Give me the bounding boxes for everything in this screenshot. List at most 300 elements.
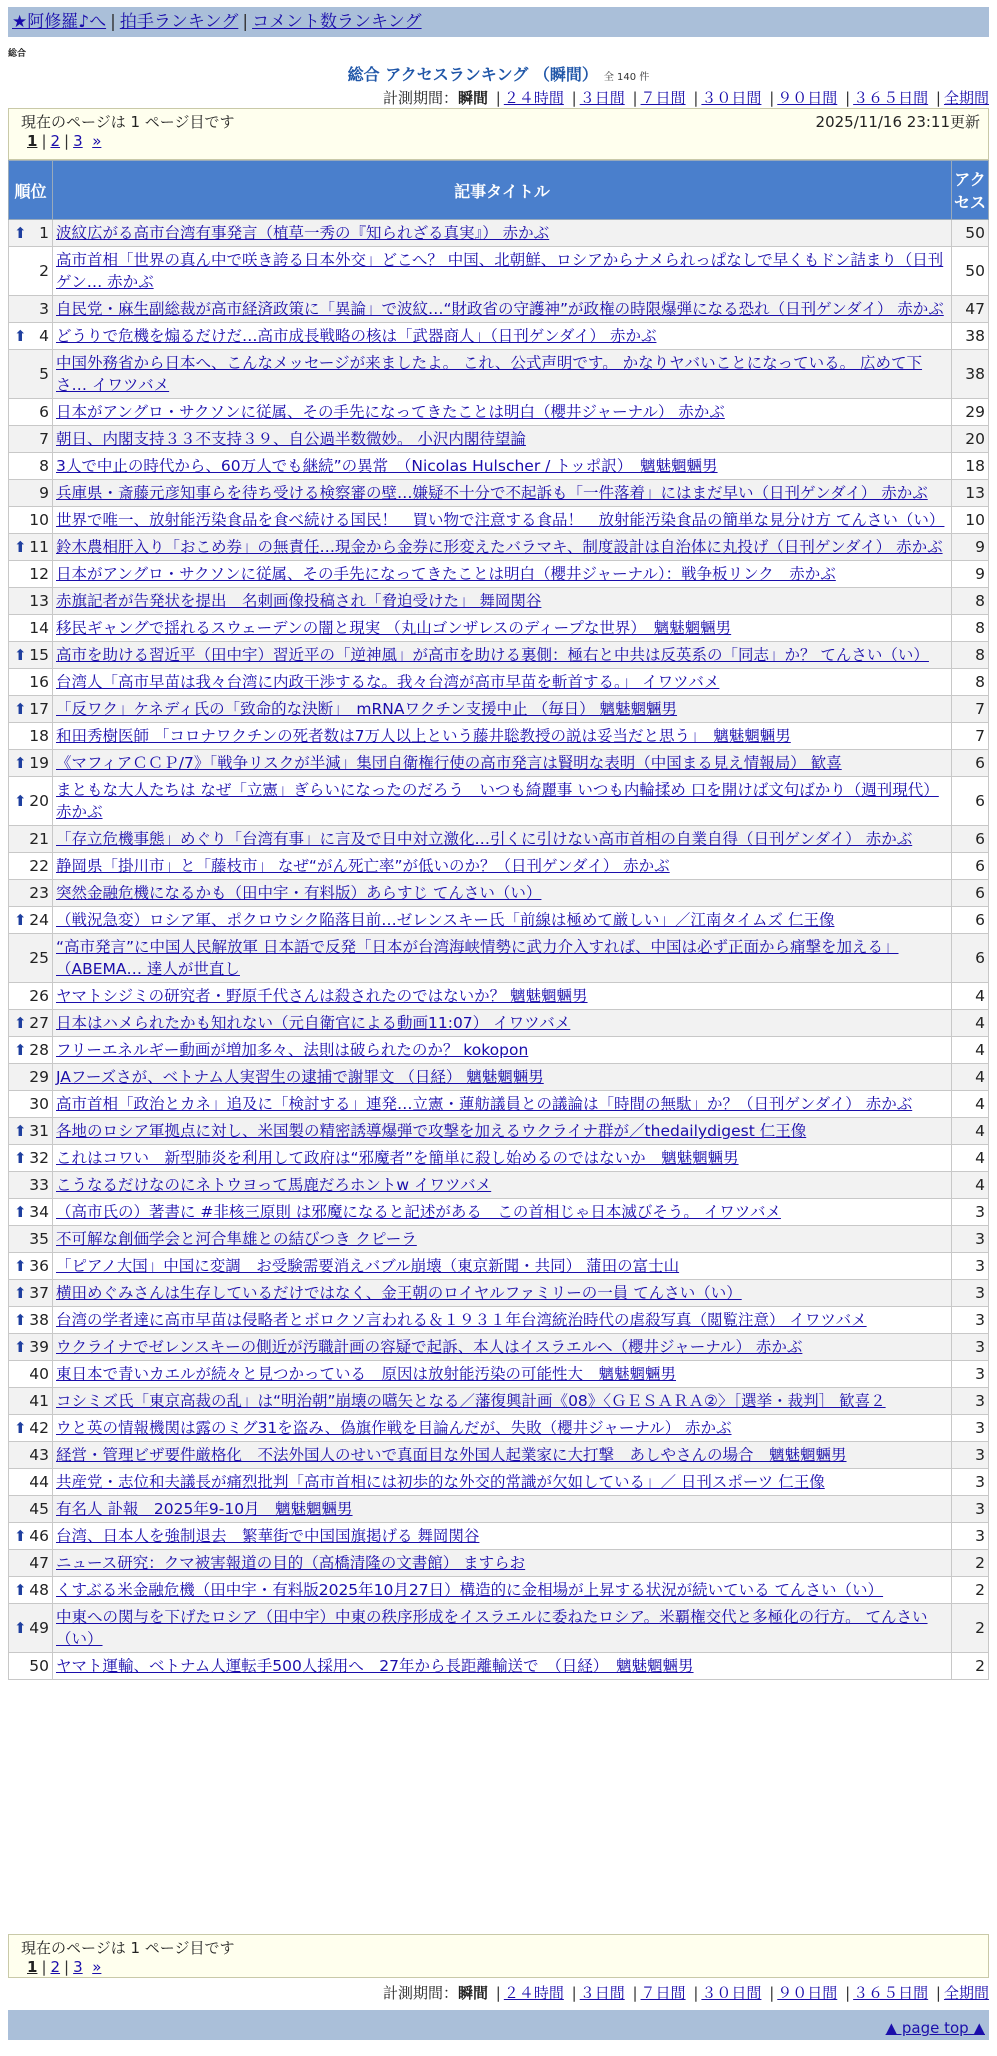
rank-cell: [9, 1253, 53, 1280]
period-selector-top: [383, 87, 989, 108]
access-count: 3: [952, 1523, 989, 1550]
rank-cell: [9, 750, 53, 777]
access-count: 6: [952, 934, 989, 983]
rank-cell: [9, 1145, 53, 1172]
access-count: 4: [952, 1064, 989, 1091]
rank-up-arrow-icon: ⬆: [14, 327, 27, 345]
rank-cell: [9, 615, 53, 642]
rank-cell: [9, 220, 53, 247]
table-row: [9, 907, 989, 934]
page-info-box-bottom: [8, 1934, 989, 1978]
access-count: 3: [952, 1280, 989, 1307]
rank-cell: [9, 1361, 53, 1388]
rank-cell: [9, 1604, 53, 1653]
period-current: 瞬間: [457, 1984, 488, 2002]
title-cell: [53, 426, 952, 453]
period-separator: |: [495, 89, 501, 107]
article-link[interactable]: 和田秀樹医師 「コロナワクチンの死者数は7万人以上という藤井聡教授の説は妥当だと思う」 魑魅魍魎男: [56, 727, 791, 745]
article-link[interactable]: 高市を助ける習近平（田中宇）習近平の「逆神風」が高市を助ける裏側：極右と中共は反英系の「同志」か？ てんさい（い）: [56, 646, 929, 664]
article-link[interactable]: （高市氏の）著書に #非核三原則 は邪魔になると記述がある この首相じゃ日本滅びそう。 イワツバメ: [56, 1203, 781, 1221]
article-link[interactable]: ヤマトシジミの研究者・野原千代さんは殺されたのではないか？ 魑魅魍魎男: [56, 987, 588, 1005]
table-row: [9, 534, 989, 561]
article-link[interactable]: 突然金融危機になるかも（田中宇・有料版）あらすじ てんさい（い）: [56, 884, 542, 902]
access-count: 6: [952, 750, 989, 777]
title-cell: [53, 1280, 952, 1307]
rank-cell: [9, 426, 53, 453]
article-link[interactable]: 台湾人「高市早苗は我々台湾に内政干渉するな。我々台湾が高市早苗を斬首する。」 イワツバメ: [56, 673, 720, 691]
table-row: [9, 1604, 989, 1653]
period-separator: |: [571, 1984, 577, 2002]
article-link[interactable]: 横田めぐみさんは生存しているだけではなく、金王朝のロイヤルファミリーの一員 てんさい（い）: [56, 1284, 742, 1302]
rank-up-arrow-icon: ⬆: [14, 1041, 27, 1059]
title-cell: [53, 669, 952, 696]
access-count: 4: [952, 1145, 989, 1172]
period-link-all[interactable]: 全期間: [943, 1984, 989, 2002]
category-label: 総合: [8, 49, 27, 59]
rank-number: 3: [39, 300, 49, 318]
article-link[interactable]: 鈴木農相肝入り「おこめ券」の無責任…現金から金券に形変えたバラマキ、制度設計は自治体に丸投げ（日刊ゲンダイ） 赤かぶ: [56, 538, 943, 556]
pager-top: [21, 132, 976, 150]
article-link[interactable]: 赤旗記者が告発状を提出 名刺画像投稿され「脅迫受けた」 舞岡関谷: [56, 592, 542, 610]
access-count: 47: [952, 296, 989, 323]
article-link[interactable]: 経営・管理ビザ要件厳格化 不法外国人のせいで真面目な外国人起業家に大打撃 あしやさんの場合 魑魅魍魎男: [56, 1446, 847, 1464]
access-count: 8: [952, 588, 989, 615]
article-link[interactable]: 自民党・麻生副総裁が高市経済政策に「異論」で波紋…“財政省の守護神”が政権の時限爆弾になる恐れ（日刊ゲンダイ） 赤かぶ: [56, 300, 944, 318]
rank-cell: [9, 826, 53, 853]
title-cell: [53, 323, 952, 350]
title-cell: [53, 480, 952, 507]
rank-number: 42: [29, 1419, 49, 1437]
table-row: [9, 1334, 989, 1361]
article-link[interactable]: 3人で中止の時代から、60万人でも継続”の異常 （Nicolas Hulscher / トッポ訳） 魑魅魍魎男: [56, 457, 718, 475]
period-separator: |: [632, 1984, 638, 2002]
nav-separator: |: [110, 12, 116, 32]
article-link[interactable]: 中東への関与を下げたロシア（田中宇）中東の秩序形成をイスラエルに委ねたロシア。米覇権交代と多極化の行方。 てんさい（い）: [56, 1608, 928, 1648]
rank-cell: [9, 1469, 53, 1496]
rank-up-arrow-icon: ⬆: [14, 911, 27, 929]
access-count: 38: [952, 323, 989, 350]
article-link[interactable]: 世界で唯一、放射能汚染食品を食べ続ける国民！ 買い物で注意する食品！ 放射能汚染食品の簡単な見分け方 てんさい（い）: [56, 511, 945, 529]
rank-cell: [9, 1388, 53, 1415]
article-link[interactable]: まともな大人たちは なぜ「立憲」ぎらいになったのだろう いつも綺麗事 いつも内輪揉め 口を開けば文句ばかり（週刊現代） 赤かぶ: [56, 781, 939, 821]
title-cell: [53, 907, 952, 934]
table-row: [9, 1037, 989, 1064]
table-row: [9, 1118, 989, 1145]
title-cell: [53, 1037, 952, 1064]
article-link[interactable]: JAフーズさが、ベトナム人実習生の逮捕で謝罪文 （日経） 魑魅魍魎男: [56, 1068, 544, 1086]
article-link[interactable]: 有名人 訃報 2025年9-10月 魑魅魍魎男: [56, 1500, 353, 1518]
rank-cell: [9, 247, 53, 296]
title-cell: [53, 723, 952, 750]
rank-number: 19: [29, 754, 49, 772]
article-link[interactable]: 不可解な創価学会と河合隼雄との結びつき クピーラ: [56, 1230, 417, 1248]
rank-cell: [9, 296, 53, 323]
rank-number: 48: [29, 1581, 49, 1599]
access-count: 50: [952, 247, 989, 296]
period-separator: |: [495, 1984, 501, 2002]
title-cell: [53, 1442, 952, 1469]
rank-cell: [9, 853, 53, 880]
rank-cell: [9, 1199, 53, 1226]
table-row: [9, 507, 989, 534]
rank-cell: [9, 642, 53, 669]
period-link-90d[interactable]: ９０日間: [777, 1984, 838, 2002]
access-count: 6: [952, 853, 989, 880]
rank-number: 25: [29, 949, 49, 967]
rank-cell: [9, 1334, 53, 1361]
period-link-365d[interactable]: ３６５日間: [853, 1984, 929, 2002]
table-row: [9, 1172, 989, 1199]
pager-current-page[interactable]: 1: [27, 1958, 38, 1976]
pager-separator: |: [41, 132, 47, 150]
article-link[interactable]: 日本はハメられたかも知れない（元自衛官による動画11:07） イワツバメ: [56, 1014, 571, 1032]
table-row: [9, 1010, 989, 1037]
title-cell: [53, 853, 952, 880]
article-link[interactable]: これはコワい 新型肺炎を利用して政府は“邪魔者”を簡単に殺し始めるのではないか 魑魅魍魎男: [56, 1149, 739, 1167]
rank-number: 33: [29, 1176, 49, 1194]
bottom-bar: [8, 2010, 989, 2040]
table-row: [9, 399, 989, 426]
rank-number: 8: [39, 457, 49, 475]
period-link-24h[interactable]: ２４時間: [503, 89, 564, 107]
access-count: 4: [952, 983, 989, 1010]
article-link[interactable]: くすぶる米金融危機（田中宇・有料版2025年10月27日）構造的に金相場が上昇する状況が続いている てんさい（い）: [56, 1581, 884, 1599]
title-cell: [53, 1361, 952, 1388]
article-link[interactable]: 波紋広がる高市台湾有事発言（植草一秀の『知られざる真実』） 赤かぶ: [56, 224, 550, 242]
article-link[interactable]: どうりで危機を煽るだけだ…高市成長戦略の核は「武器商人」（日刊ゲンダイ） 赤かぶ: [56, 327, 657, 345]
rank-number: 6: [39, 403, 49, 421]
rank-number: 41: [29, 1392, 49, 1410]
table-row: [9, 1577, 989, 1604]
title-cell: [53, 1388, 952, 1415]
comment-ranking-link[interactable]: コメント数ランキング: [252, 12, 422, 32]
title-cell: [53, 1253, 952, 1280]
rank-number: 11: [29, 538, 49, 556]
table-row: [9, 1550, 989, 1577]
article-link[interactable]: 日本がアングロ・サクソンに従属、その手先になってきたことは明白（櫻井ジャーナル）：戦争板リンク 赤かぶ: [56, 565, 836, 583]
page-info-box-top: [8, 108, 989, 160]
table-row: [9, 853, 989, 880]
rank-up-arrow-icon: ⬆: [14, 646, 27, 664]
rank-cell: [9, 1010, 53, 1037]
rank-cell: [9, 1496, 53, 1523]
period-separator: |: [935, 1984, 941, 2002]
rank-cell: [9, 1523, 53, 1550]
rank-number: 47: [29, 1554, 49, 1572]
table-row: [9, 934, 989, 983]
access-count: 6: [952, 777, 989, 826]
table-row: [9, 826, 989, 853]
period-link-7d[interactable]: ７日間: [640, 89, 686, 107]
rank-number: 43: [29, 1446, 49, 1464]
article-link[interactable]: 高市首相「世界の真ん中で咲き誇る日本外交」どこへ？ 中国、北朝鮮、ロシアからナメられっぱなしで早くもドン詰まり（日刊ゲン… 赤かぶ: [56, 251, 944, 291]
period-link-3d[interactable]: ３日間: [579, 89, 625, 107]
table-row: [9, 1469, 989, 1496]
title-cell: [53, 1496, 952, 1523]
access-count: 13: [952, 480, 989, 507]
article-link[interactable]: 高市首相「政治とカネ」追及に「検討する」連発…立憲・蓮舫議員との議論は「時間の無駄」か？（日刊ゲンダイ） 赤かぶ: [56, 1095, 913, 1113]
rank-up-arrow-icon: ⬆: [14, 1619, 27, 1637]
page-status: 現在のページは 1 ページ目です: [21, 1939, 235, 1957]
rank-cell: [9, 907, 53, 934]
article-link[interactable]: 「反ワク」ケネディ氏の「致命的な決断」 mRNAワクチン支援中止 （毎日） 魑魅魍魎男: [56, 700, 678, 718]
rank-cell: [9, 399, 53, 426]
article-link[interactable]: 東日本で青いカエルが続々と見つかっている 原因は放射能汚染の可能性大 魑魅魍魎男: [56, 1365, 677, 1383]
title-cell: [53, 1118, 952, 1145]
rank-cell: [9, 561, 53, 588]
article-link[interactable]: 静岡県「掛川市」と「藤枝市」 なぜ“がん死亡率”が低いのか？（日刊ゲンダイ） 赤かぶ: [56, 857, 670, 875]
pager-bottom: [21, 1958, 976, 1976]
table-row: [9, 588, 989, 615]
article-link[interactable]: 中国外務省から日本へ、こんなメッセージが来ましたよ。 これ、公式声明です。 かなりヤバいことになっている。 広めて下さ… イワツバメ: [56, 354, 923, 394]
rank-cell: [9, 1550, 53, 1577]
access-count: 8: [952, 642, 989, 669]
rank-cell: [9, 1442, 53, 1469]
table-row: [9, 323, 989, 350]
table-row: [9, 696, 989, 723]
page-top-link[interactable]: ▲ page top ▲: [885, 2019, 985, 2037]
access-count: 3: [952, 1226, 989, 1253]
rank-cell: [9, 1226, 53, 1253]
title-cell: [53, 826, 952, 853]
title-cell: [53, 296, 952, 323]
title-cell: [53, 220, 952, 247]
table-row: [9, 1496, 989, 1523]
title-cell: [53, 1523, 952, 1550]
period-link-30d[interactable]: ３０日間: [701, 1984, 762, 2002]
nav-separator: |: [242, 12, 249, 32]
article-link[interactable]: 朝日、内閣支持３３不支持３９、自公過半数微妙。 小沢内閣待望論: [56, 430, 526, 448]
access-count: 3: [952, 1199, 989, 1226]
access-count: 8: [952, 615, 989, 642]
title-cell: [53, 453, 952, 480]
pager-next[interactable]: »: [92, 1958, 102, 1976]
rank-cell: [9, 323, 53, 350]
article-count: 全 140 件: [603, 72, 650, 83]
home-link[interactable]: ★阿修羅♪へ: [12, 12, 107, 32]
access-count: 38: [952, 350, 989, 399]
access-count: 2: [952, 1550, 989, 1577]
rank-cell: [9, 1172, 53, 1199]
article-link[interactable]: コシミズ氏「東京高裁の乱」は“明治朝”崩壊の嚆矢となる／藩復興計画《08》〈ＧＥＳＡＲＡ②〉［選挙・裁判］ 歓喜２: [56, 1392, 886, 1410]
table-row: [9, 453, 989, 480]
rank-number: 21: [29, 830, 49, 848]
title-cell: [53, 1172, 952, 1199]
access-count: 2: [952, 1604, 989, 1653]
table-row: [9, 615, 989, 642]
period-separator: |: [845, 89, 851, 107]
rank-cell: [9, 1064, 53, 1091]
title-cell: [53, 534, 952, 561]
title-cell: [53, 1550, 952, 1577]
rank-number: 34: [29, 1203, 49, 1221]
pager-page-3[interactable]: 3: [73, 132, 83, 150]
rank-number: 31: [29, 1122, 49, 1140]
title-cell: [53, 1469, 952, 1496]
title-cell: [53, 1091, 952, 1118]
rank-number: 4: [39, 327, 49, 345]
table-row: [9, 642, 989, 669]
rank-up-arrow-icon: ⬆: [14, 1257, 27, 1275]
access-count: 9: [952, 534, 989, 561]
access-count: 8: [952, 669, 989, 696]
period-link-365d[interactable]: ３６５日間: [853, 89, 929, 107]
table-row: [9, 1442, 989, 1469]
article-link[interactable]: 台湾の学者達に高市早苗は侵略者とボロクソ言われる＆１９３１年台湾統治時代の虐殺写真（閲覧注意） イワツバメ: [56, 1311, 867, 1329]
article-link[interactable]: フリーエネルギー動画が増加多々、法則は破られたのか？ kokopon: [56, 1041, 529, 1059]
rank-cell: [9, 777, 53, 826]
rank-number: 5: [39, 365, 49, 383]
title-cell: [53, 696, 952, 723]
article-link[interactable]: 共産党・志位和夫議長が痛烈批判「高市首相には初歩的な外交的常識が欠如している」／ 日刊スポーツ 仁王像: [56, 1473, 825, 1491]
rank-cell: [9, 1280, 53, 1307]
access-count: 3: [952, 1415, 989, 1442]
article-link[interactable]: ウと英の情報機関は露のミグ31を盗み、偽旗作戦を目論んだが、失敗（櫻井ジャーナル） 赤かぶ: [56, 1419, 732, 1437]
period-link-24h[interactable]: ２４時間: [503, 1984, 564, 2002]
rank-number: 1: [39, 224, 49, 242]
pager-separator: |: [64, 1958, 70, 1976]
rank-number: 37: [29, 1284, 49, 1302]
period-separator: |: [845, 1984, 851, 2002]
access-count: 6: [952, 826, 989, 853]
rank-up-arrow-icon: ⬆: [14, 1203, 27, 1221]
table-row: [9, 1415, 989, 1442]
table-row: [9, 1253, 989, 1280]
access-count: 4: [952, 1037, 989, 1064]
period-link-7d[interactable]: ７日間: [640, 1984, 686, 2002]
table-row: [9, 220, 989, 247]
page-status: 現在のページは 1 ページ目です: [21, 113, 235, 131]
title-cell: [53, 561, 952, 588]
rank-number: 12: [29, 565, 49, 583]
rank-cell: [9, 534, 53, 561]
table-row: [9, 480, 989, 507]
rank-cell: [9, 723, 53, 750]
rank-number: 29: [29, 1068, 49, 1086]
access-count: 9: [952, 561, 989, 588]
ranking-table: [8, 160, 989, 1680]
rank-number: 38: [29, 1311, 49, 1329]
article-link[interactable]: 台湾、日本人を強制退去 繁華街で中国国旗掲げる 舞岡関谷: [56, 1527, 480, 1545]
pager-page-2[interactable]: 2: [50, 1958, 61, 1976]
article-link[interactable]: 兵庫県・斎藤元彦知事らを待ち受ける検察審の壁…嫌疑不十分で不起訴も「一件落着」にはまだ早い（日刊ゲンダイ） 赤かぶ: [56, 484, 928, 502]
rank-number: 16: [29, 673, 49, 691]
title-cell: [53, 399, 952, 426]
rank-number: 30: [29, 1095, 49, 1113]
title-cell: [53, 1577, 952, 1604]
title-cell: [53, 588, 952, 615]
rank-number: 40: [29, 1365, 49, 1383]
period-link-all[interactable]: 全期間: [943, 89, 989, 107]
table-row: [9, 1361, 989, 1388]
table-row: [9, 880, 989, 907]
title-cell: [53, 1307, 952, 1334]
title-cell: [53, 1064, 952, 1091]
title-cell: [53, 1604, 952, 1653]
rank-number: 13: [29, 592, 49, 610]
access-count: 7: [952, 723, 989, 750]
rank-number: 26: [29, 987, 49, 1005]
article-link[interactable]: 移民ギャングで揺れるスウェーデンの闇と現実 （丸山ゴンザレスのディープな世界） 魑魅魍魎男: [56, 619, 732, 637]
period-link-3d[interactable]: ３日間: [579, 1984, 625, 2002]
access-count: 29: [952, 399, 989, 426]
pager-page-2[interactable]: 2: [50, 132, 61, 150]
table-row: [9, 1091, 989, 1118]
title-cell: [53, 777, 952, 826]
rank-up-arrow-icon: ⬆: [14, 700, 27, 718]
article-link[interactable]: ヤマト運輸、ベトナム人運転手500人採用へ 27年から長距離輸送で （日経） 魑魅魍魎男: [56, 1657, 694, 1675]
article-link[interactable]: 《マフィアＣＣＰ/7》「戦争リスクが半減」集団自衛権行使の高市発言は賢明な表明（中国まる見え情報局） 歓喜: [56, 754, 842, 772]
title-cell: [53, 350, 952, 399]
rank-cell: [9, 1577, 53, 1604]
rank-number: 35: [29, 1230, 49, 1248]
rank-number: 18: [29, 727, 49, 745]
title-cell: [53, 1334, 952, 1361]
article-link[interactable]: “高市発言”に中国人民解放軍 日本語で反発「日本が台湾海峡情勢に武力介入すれば、中国は必ず正面から痛撃を加える」（ABEMA… 達人が世直し: [56, 938, 899, 978]
access-count: 2: [952, 1653, 989, 1680]
rank-up-arrow-icon: ⬆: [14, 1581, 27, 1599]
title-cell: [53, 983, 952, 1010]
pager-separator: |: [64, 132, 70, 150]
period-selector-bottom: [383, 1982, 989, 2003]
period-link-90d[interactable]: ９０日間: [777, 89, 838, 107]
rank-cell: [9, 1415, 53, 1442]
period-link-30d[interactable]: ３０日間: [701, 89, 762, 107]
pager-current-page[interactable]: 1: [27, 132, 38, 150]
article-link[interactable]: ウクライナでゼレンスキーの側近が汚職計画の容疑で起訴、本人はイスラエルへ（櫻井ジャーナル） 赤かぶ: [56, 1338, 803, 1356]
access-count: 3: [952, 1307, 989, 1334]
pager-next[interactable]: »: [92, 132, 102, 150]
col-header-title: 記事タイトル: [53, 161, 952, 220]
top-nav-bar: [8, 7, 989, 37]
article-link[interactable]: 「ピアノ大国」中国に変調 お受験需要消えバブル崩壊（東京新聞・共同） 蒲田の富士山: [56, 1257, 680, 1275]
rank-number: 32: [29, 1149, 49, 1167]
rank-number: 22: [29, 857, 49, 875]
rank-number: 14: [29, 619, 49, 637]
title-cell: [53, 247, 952, 296]
article-link[interactable]: こうなるだけなのにネトウヨって馬鹿だろホントw イワツバメ: [56, 1176, 492, 1194]
access-count: 3: [952, 1361, 989, 1388]
access-count: 3: [952, 1442, 989, 1469]
rank-up-arrow-icon: ⬆: [14, 1419, 27, 1437]
title-cell: [53, 642, 952, 669]
rank-up-arrow-icon: ⬆: [14, 1338, 27, 1356]
pager-page-3[interactable]: 3: [73, 1958, 83, 1976]
rank-number: 27: [29, 1014, 49, 1032]
rank-number: 17: [29, 700, 49, 718]
rank-number: 10: [29, 511, 49, 529]
rank-number: 46: [29, 1527, 49, 1545]
rank-cell: [9, 1653, 53, 1680]
rank-cell: [9, 453, 53, 480]
article-link[interactable]: 「存立危機事態」めぐり「台湾有事」に言及で日中対立激化…引くに引けない高市首相の自業自得（日刊ゲンダイ） 赤かぶ: [56, 830, 913, 848]
table-row: [9, 669, 989, 696]
article-link[interactable]: 各地のロシア軍拠点に対し、米国製の精密誘導爆弾で攻撃を加えるウクライナ群が／thedailydigest 仁王像: [56, 1122, 807, 1140]
rank-number: 28: [29, 1041, 49, 1059]
rank-number: 44: [29, 1473, 49, 1491]
access-count: 10: [952, 507, 989, 534]
access-count: 4: [952, 1091, 989, 1118]
rank-number: 36: [29, 1257, 49, 1275]
col-header-access: アクセス: [952, 161, 989, 220]
rank-number: 45: [29, 1500, 49, 1518]
access-count: 3: [952, 1253, 989, 1280]
article-link[interactable]: （戦況急変）ロシア軍、ポクロウシク陥落目前…ゼレンスキー氏「前線は極めて厳しい」／江南タイムズ 仁王像: [56, 911, 835, 929]
rank-cell: [9, 588, 53, 615]
clap-ranking-link[interactable]: 拍手ランキング: [119, 12, 239, 32]
article-link[interactable]: ニュース研究：クマ被害報道の目的（高橋清隆の文書館） ますらお: [56, 1554, 526, 1572]
article-link[interactable]: 日本がアングロ・サクソンに従属、その手先になってきたことは明白（櫻井ジャーナル） 赤かぶ: [56, 403, 725, 421]
